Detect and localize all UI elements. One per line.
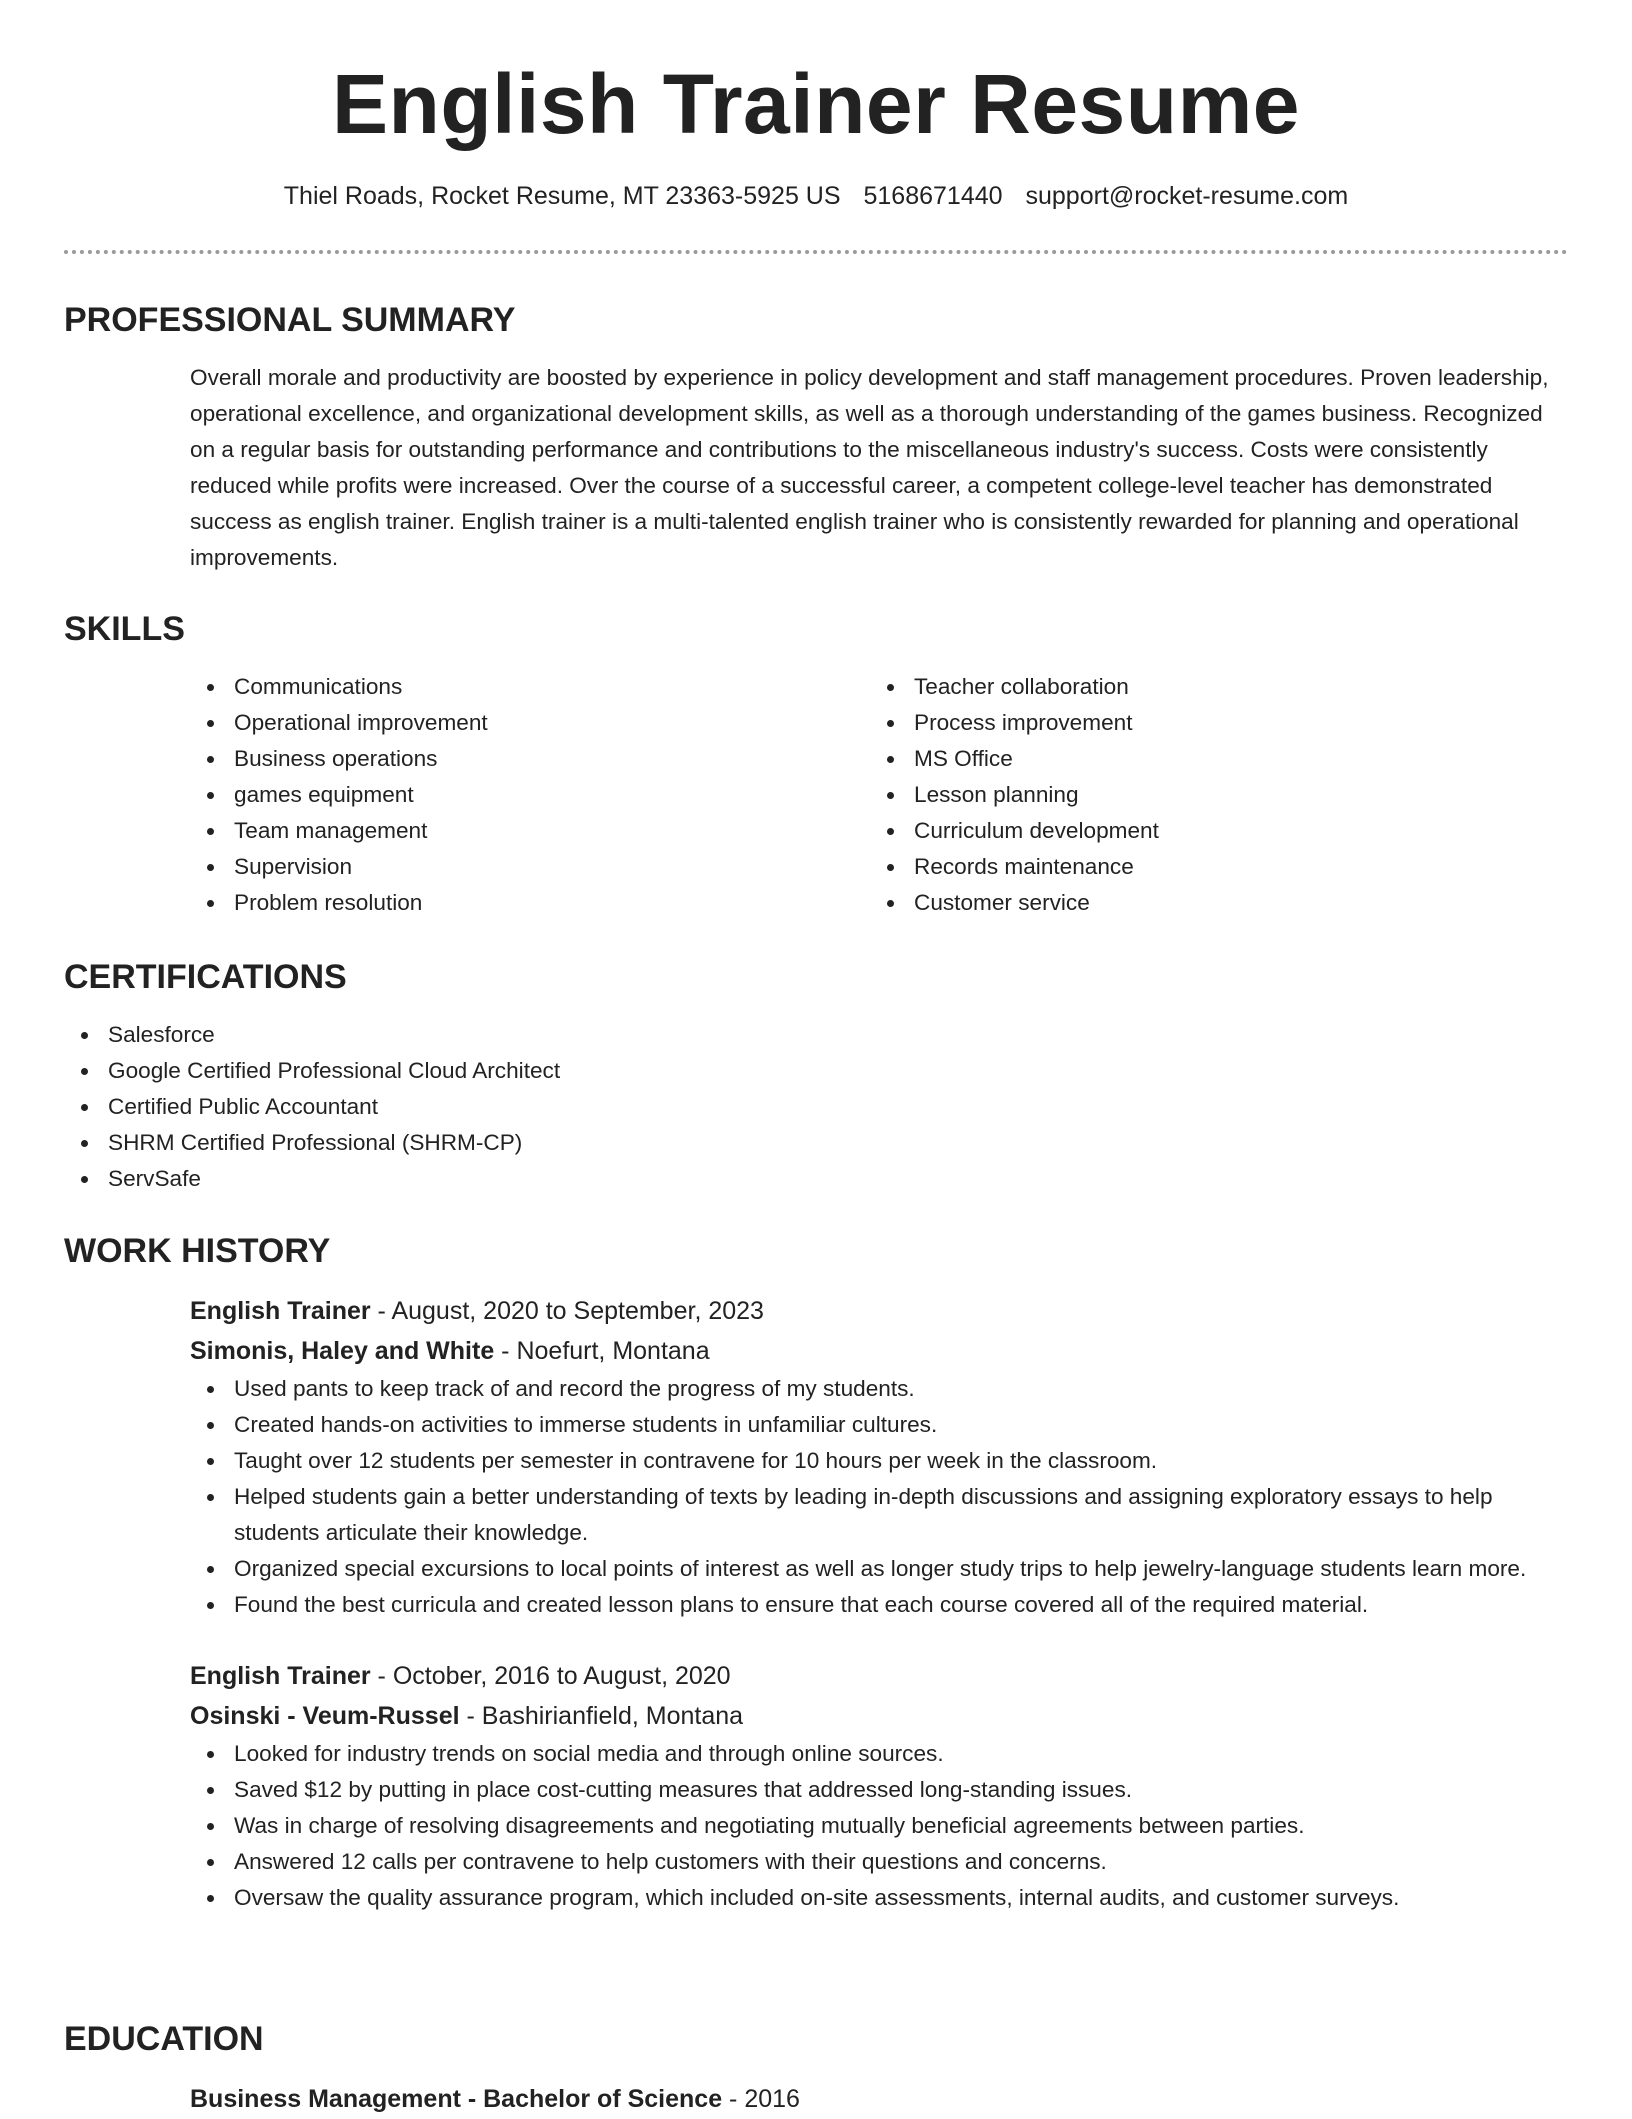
job-bullet: Answered 12 calls per contravene to help customers with their questions and concerns. <box>190 1844 1568 1880</box>
certification-item: Certified Public Accountant <box>64 1089 1568 1125</box>
section-title-education: EDUCATION <box>64 2020 264 2058</box>
contact-email: support@rocket-resume.com <box>1025 182 1349 210</box>
certification-item: Google Certified Professional Cloud Architect <box>64 1053 1568 1089</box>
education-section <box>64 2019 1568 2119</box>
job-entry <box>190 1291 1568 1623</box>
job-role-line <box>190 1291 1568 1331</box>
skill-item: Process improvement <box>870 705 1550 741</box>
certification-item: SHRM Certified Professional (SHRM-CP) <box>64 1125 1568 1161</box>
education-year: - 2016 <box>722 2085 800 2113</box>
skill-item: Problem resolution <box>190 885 870 921</box>
skill-item: Operational improvement <box>190 705 870 741</box>
job-company-line <box>190 1696 1568 1736</box>
skills-list-right <box>870 669 1550 921</box>
certification-item: Salesforce <box>64 1017 1568 1053</box>
skill-item: games equipment <box>190 777 870 813</box>
skill-item: Records maintenance <box>870 849 1550 885</box>
education-degree: Business Management - Bachelor of Science <box>190 2085 723 2113</box>
job-bullet: Taught over 12 students per semester in contravene for 10 hours per week in the classroom. <box>190 1443 1568 1479</box>
contact-phone: 5168671440 <box>863 182 1003 210</box>
job-role-line <box>190 1656 1568 1696</box>
section-title-skills: SKILLS <box>64 610 185 648</box>
skills-columns <box>190 669 1568 921</box>
contact-line <box>64 180 1568 212</box>
skill-item: MS Office <box>870 741 1550 777</box>
skill-item: Supervision <box>190 849 870 885</box>
job-bullets <box>64 1736 1568 1916</box>
job-bullet: Organized special excursions to local points of interest as well as longer study trips to help jewelry-language students learn more. <box>190 1551 1568 1587</box>
job-location: - Noefurt, Montana <box>494 1337 710 1365</box>
job-bullet: Used pants to keep track of and record the progress of my students. <box>190 1371 1568 1407</box>
contact-address: Thiel Roads, Rocket Resume, MT 23363-5925 US <box>283 182 841 210</box>
job-bullet: Created hands-on activities to immerse students in unfamiliar cultures. <box>190 1407 1568 1443</box>
certifications-section <box>64 957 1568 1197</box>
resume-page <box>64 0 1568 2113</box>
job-bullet: Oversaw the quality assurance program, which included on-site assessments, internal audits, and customer surveys. <box>190 1880 1568 1916</box>
skill-item: Lesson planning <box>870 777 1550 813</box>
job-entry <box>190 1656 1568 1916</box>
skill-item: Team management <box>190 813 870 849</box>
work-history-section <box>64 1231 1568 1916</box>
skill-item: Customer service <box>870 885 1550 921</box>
job-bullet: Looked for industry trends on social media and through online sources. <box>190 1736 1568 1772</box>
resume-title: English Trainer Resume <box>332 57 1300 151</box>
skill-item: Teacher collaboration <box>870 669 1550 705</box>
job-bullet: Helped students gain a better understanding of texts by leading in-depth discussions and assigning exploratory essays to help students articulate their knowledge. <box>190 1479 1568 1551</box>
job-role: English Trainer <box>190 1297 371 1325</box>
job-role: English Trainer <box>190 1662 371 1690</box>
job-bullet: Was in charge of resolving disagreements and negotiating mutually beneficial agreements between parties. <box>190 1808 1568 1844</box>
job-bullet: Saved $12 by putting in place cost-cutting measures that addressed long-standing issues. <box>190 1772 1568 1808</box>
job-company: Osinski - Veum-Russel <box>190 1702 460 1730</box>
skills-section <box>64 609 1568 921</box>
job-company-line <box>190 1331 1568 1371</box>
certifications-list <box>64 1017 1568 1197</box>
job-location: - Bashirianfield, Montana <box>459 1702 744 1730</box>
section-title-certifications: CERTIFICATIONS <box>64 958 347 996</box>
skill-item: Curriculum development <box>870 813 1550 849</box>
summary-text: Overall morale and productivity are boosted by experience in policy development and staff management procedures. Proven leadership, operational excellence, and organizational development skills, as well as a thorough understanding of the games business. Recognized on a regular basis for outstanding performance and contributions to the miscellaneous industry's success. Costs were consistently reduced while profits were increased. Over the course of a successful career, a competent college-level teacher has demonstrated success as english trainer. English trainer is a multi-talented english trainer who is consistently rewarded for planning and operational improvements. <box>190 365 1549 570</box>
header-divider <box>64 250 1568 254</box>
job-dates: - October, 2016 to August, 2020 <box>370 1662 731 1690</box>
job-company: Simonis, Haley and White <box>190 1337 495 1365</box>
job-dates: - August, 2020 to September, 2023 <box>370 1297 764 1325</box>
section-title-work-history: WORK HISTORY <box>64 1232 331 1270</box>
job-bullets <box>64 1371 1568 1623</box>
skill-item: Communications <box>190 669 870 705</box>
certification-item: ServSafe <box>64 1161 1568 1197</box>
skills-list-left <box>190 669 870 921</box>
section-title-summary: PROFESSIONAL SUMMARY <box>64 301 516 339</box>
job-bullet: Found the best curricula and created lesson plans to ensure that each course covered all of the required material. <box>190 1587 1568 1623</box>
summary-section <box>64 300 1568 576</box>
skill-item: Business operations <box>190 741 870 777</box>
education-entry <box>190 2079 1568 2119</box>
